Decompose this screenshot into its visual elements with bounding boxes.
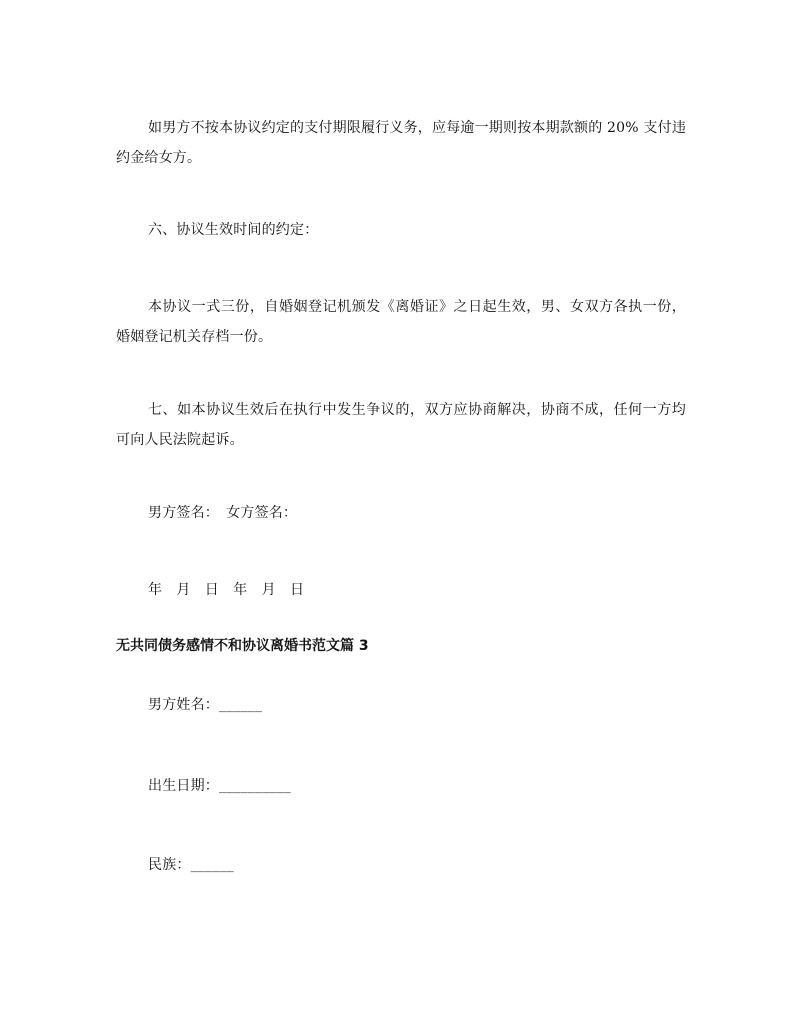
section-3-title: 无共同债务感情不和协议离婚书范文篇 3 bbox=[116, 638, 369, 654]
field-ethnicity: 民族：______ bbox=[148, 857, 234, 873]
date-line: 年 月 日 年 月 日 bbox=[148, 582, 305, 598]
signature-line: 男方签名： 女方签名： bbox=[148, 505, 298, 521]
section-6-heading: 六、协议生效时间的约定： bbox=[148, 222, 319, 238]
field-birth-date: 出生日期：__________ bbox=[148, 778, 291, 794]
paragraph-section-6-body: 本协议一式三份，自婚姻登记机颁发《离婚证》之日起生效，男、女双方各执一份，婚姻登记机关存档一份。 bbox=[116, 299, 686, 345]
field-male-name: 男方姓名：______ bbox=[148, 697, 263, 713]
paragraph-section-7: 七、如本协议生效后在执行中发生争议的，双方应协商解决，协商不成，任何一方均可向人民法院起诉。 bbox=[116, 402, 686, 448]
paragraph-penalty: 如男方不按本协议约定的支付期限履行义务，应每逾一期则按本期款额的 20% 支付违约金给女方。 bbox=[116, 120, 687, 166]
